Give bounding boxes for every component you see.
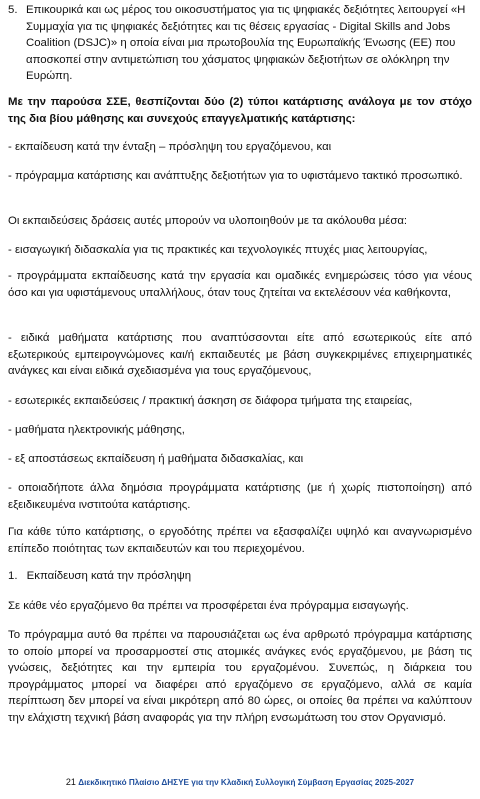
list-number: 5. [8,4,18,16]
section-1-heading [8,568,472,585]
action-item-1: - εισαγωγική διδασκαλία για τις πρακτικές και τεχνολογικές πτυχές μιας λειτουργίας, [8,244,428,256]
section-title: Εκπαίδευση κατά την πρόσληψη [26,570,192,582]
action-item-4: - εσωτερικές εκπαιδεύσεις / πρακτική άσκηση σε διάφορα τμήματα της εταιρείας, [8,395,413,407]
footer-text: Διεκδικητικό Πλαίσιο ΔΗΣΥΕ για την Κλαδική Συλλογική Σύμβαση Εργασίας 2025-2027 [78,778,415,787]
type-item-2: - πρόγραμμα κατάρτισης και ανάπτυξης δεξιοτήτων για το υφιστάμενο τακτικό προσωπικό. [8,170,463,182]
action-item-7: - οποιαδήποτε άλλα δημόσια προγράμματα κατάρτισης (με ή χωρίς πιστοποίηση) από εξειδικευμένα ινστιτούτα κατάρτισης. [8,482,472,511]
action-item-3: - ειδικά μαθήματα κατάρτισης που αναπτύσσονται είτε από εσωτερικούς είτε από εξωτερικούς εμπειρογνώμονες και/ή εκπαιδευτές με βάση συγκεκριμένες επιχειρηματικές ανάγκες και είναι ειδικά σχεδιασμένα για τους εργαζόμενους, [8,332,472,377]
type-item-1: - εκπαίδευση κατά την ένταξη – πρόσληψη του εργαζόμενου, και [8,141,332,153]
action-item-5: - μαθήματα ηλεκτρονικής μάθησης, [8,424,185,436]
list-item-text: Επικουρικά και ως μέρος του οικοσυστήματος για τις ψηφιακές δεξιότητες λειτουργεί «Η Συμμαχία για τις ψηφιακές δεξιότητες και τις θέσεις εργασίας - Digital Skills and Jobs Coalition (DSJC)» η οποία είναι μια πρωτοβουλία της Ευρωπαϊκής Ένωσης (ΕΕ) που αποσκοπεί στην αντιμετώπιση του χάσματος ψηφιακών δεξιοτήτων σε ολόκληρη την Ευρώπη. [26,4,466,82]
page-footer [0,776,480,789]
action-item-6: - εξ αποστάσεως εκπαίδευση ή μαθήματα διδασκαλίας, και [8,453,304,465]
quality-note: Για κάθε τύπο κατάρτισης, ο εργοδότης πρέπει να εξασφαλίζει υψηλό και αναγνωρισμένο επίπεδο ποιότητας των εκπαιδευτών και του περιεχομένου. [8,526,472,555]
program-paragraph: Το πρόγραμμα αυτό θα πρέπει να παρουσιάζεται ως ένα αρθρωτό πρόγραμμα κατάρτισης το οποίο μπορεί να προσαρμοστεί στις ατομικές ανάγκες ενός εργαζόμενου, με βάση τις γνώσεις, δεξιότητες και την εμπειρία του εργαζομένου. Συνεπώς, η διάρκεια του προγράμματος μπορεί να διαφέρει από εργαζόμενο σε εργαζόμενο, αλλά σε καμία περίπτωση δεν μπορεί να είναι μικρότερη από 80 ώρες, οι οποίες θα πρέπει να καλύπτουν την ελάχιστη τεχνική βάση αναφοράς για την πλήρη ενσωμάτωση του στον Οργανισμό. [8,629,472,724]
intro-bold-paragraph: Με την παρούσα ΣΣΕ, θεσπίζονται δύο (2) τύποι κατάρτισης ανάλογα με τον στόχο της δια βίου μάθησης και συνεχούς επαγγελματικής κατάρτισης: [8,96,472,125]
section-number: 1. [8,570,18,582]
action-item-2: - προγράμματα εκπαίδευσης κατά την εργασία και ομαδικές ενημερώσεις τόσο για νέους όσο και για υφιστάμενους υπαλλήλους, όταν τους ζητείται να εκτελέσουν νέα καθήκοντα, [8,270,472,299]
new-employee-paragraph: Σε κάθε νέο εργαζόμενο θα πρέπει να προσφέρεται ένα πρόγραμμα εισαγωγής. [8,600,409,612]
page-number: 21 [65,777,76,787]
actions-intro: Οι εκπαιδεύσεις δράσεις αυτές μπορούν να υλοποιηθούν με τα ακόλουθα μέσα: [8,215,408,227]
